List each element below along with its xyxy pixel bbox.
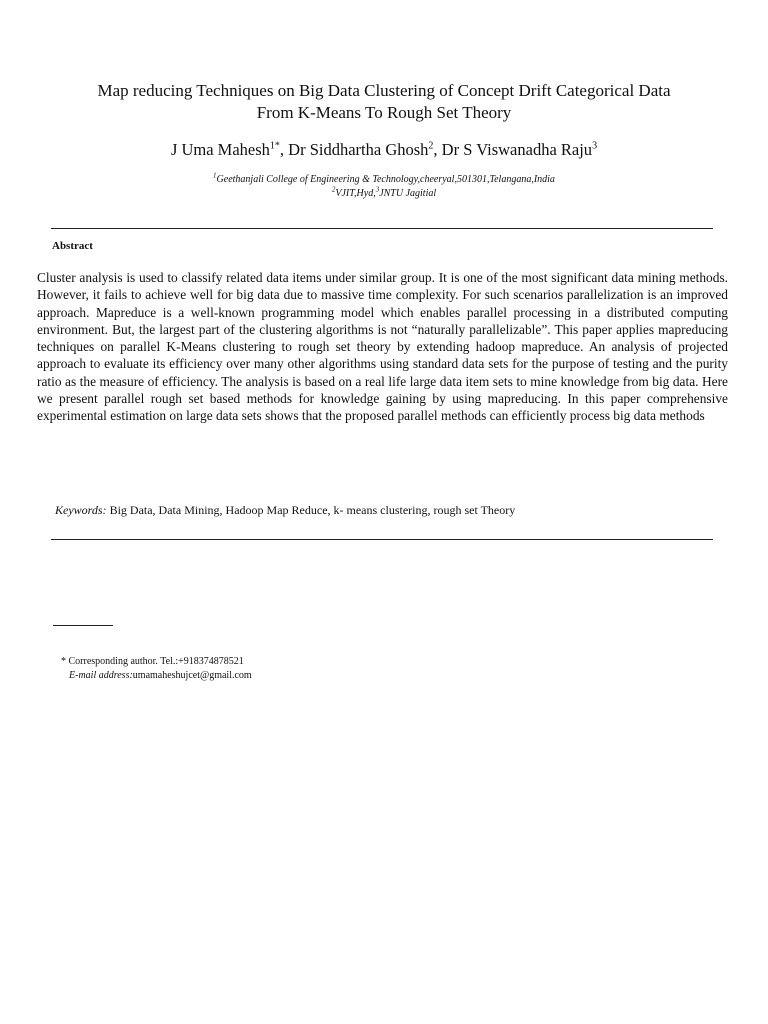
affiliation-mark: 2 <box>331 185 336 194</box>
email-line <box>61 669 661 683</box>
affiliation-text: VJIT,Hyd, <box>335 188 376 199</box>
email-address: umamaheshujcet@gmail.com <box>132 670 252 681</box>
affiliation-1 <box>30 173 738 186</box>
author-affiliation-mark: 2 <box>428 140 434 152</box>
author-affiliation-mark: 3 <box>592 140 598 152</box>
keywords-label: Keywords: <box>55 503 107 517</box>
author-affiliation-mark: 1* <box>269 140 280 152</box>
affiliation-2 <box>30 187 738 200</box>
affiliation-text: JNTU Jagitial <box>379 188 437 199</box>
footnote-rule <box>53 625 113 626</box>
header-divider <box>51 228 713 229</box>
title-line-1: Map reducing Techniques on Big Data Clustering of Concept Drift Categorical Data <box>97 81 671 100</box>
author-list <box>30 139 738 161</box>
paper-title <box>30 80 738 124</box>
footnote <box>61 655 661 683</box>
author-name: Dr Siddhartha Ghosh <box>288 140 429 159</box>
title-line-2: From K-Means To Rough Set Theory <box>256 103 512 122</box>
author-name: Dr S Viswanadha Raju <box>441 140 593 159</box>
author-separator: , <box>279 140 289 159</box>
affiliation-mark: 1 <box>213 171 217 180</box>
email-label: E-mail address: <box>69 670 133 681</box>
author-separator: , <box>433 140 442 159</box>
corresponding-author: * Corresponding author. Tel.:+918374878521 <box>61 656 244 667</box>
abstract-body: Cluster analysis is used to classify related data items under similar group. It is one of the most significant data mining methods. However, it fails to achieve well for big data due to massive time complexity. For such scenarios parallelization is an improved approach. Mapreduce is a well-known programming model which enables parallel processing in a distributed computing environment. But, the largest part of the clustering algorithms is not “naturally parallelizable”. This paper applies mapreducing techniques on parallel K-Means clustering to rough set theory by extending hadoop mapreduce. An analysis of projected approach to evaluate its efficiency over many other algorithms using standard data sets for the purpose of testing and the purity ratio as the measure of efficiency. The analysis is based on a real life large data item sets to mine knowledge from big data. Here we present parallel rough set based methods for knowledge gaining by using mapreducing. In this paper comprehensive experimental estimation on large data sets shows that the proposed parallel methods can efficiently process big data methods <box>37 270 728 424</box>
keywords-divider <box>51 539 713 540</box>
author-name: J Uma Mahesh <box>170 140 270 159</box>
abstract-heading: Abstract <box>52 240 93 252</box>
keywords-text: Big Data, Data Mining, Hadoop Map Reduce, k- means clustering, rough set Theory <box>109 503 516 517</box>
keywords-line <box>55 502 735 518</box>
affiliation-text: Geethanjali College of Engineering & Technology,cheeryal,501301,Telangana,India <box>216 174 555 185</box>
affiliation-mark: 3 <box>375 185 380 194</box>
